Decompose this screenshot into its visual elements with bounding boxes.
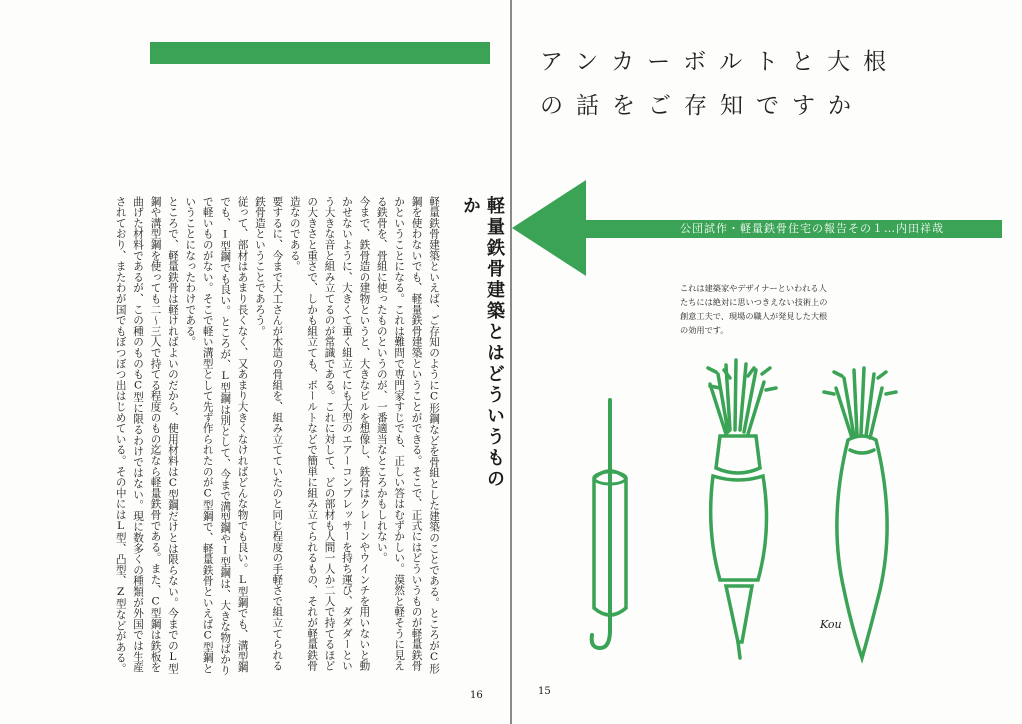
page-number-left: 16 — [470, 690, 483, 701]
body-paragraph: 軽量鉄骨建築といえば、ご存知のようにC形鋼などを骨組とした建築のことである。ところがC形鋼を使わないでも、軽量鉄骨建築ということができる。そこで、正式にはどういうものが軽量鉄骨かということになる。これは難問で専門家すじでも、正しい答はむずかしい。漠然と軽そうに見える鉄骨を、骨組に使ったものというのが、一番適当なところかもしれない。 — [375, 196, 440, 674]
main-title-line1: アンカーボルトと大根 — [540, 49, 900, 75]
body-paragraph: 従って、部材はあまり長くなく、又あまり大きくなければどんな物でも良い。L型鋼でも、溝型鋼でも、I型鋼でも良い。ところが、L型鋼は別として、今まで溝型鋼やI型鋼は、大きな物ばかりで軽いものがない。そこで軽い溝型として先ず作られたのがC型鋼で、軽量鉄骨といえばC型鋼ということになったわけである。 — [184, 196, 249, 676]
anchor-bolt-in-radish-icon — [592, 400, 626, 648]
body-paragraph: ところで、軽量鉄骨は軽ければよいのだから、使用材料はC型鋼だけとは限らない。今までのL型鋼や溝型鋼を使っても二〜三人で持てる程度のもの迄なら軽量鉄骨である。また、C型鋼は鉄板を曲げた材料であるが、この種のものもC型に限るわけではない。現に数多くの種類が外国では生産されており、またわが国でもぼつぼつ出はじめている。その中にはL型、凸型、Z型などがある。 — [114, 196, 179, 674]
body-paragraph: 今まで、鉄骨造の建物というと、大きなビルを想像し、鉄骨はクレーンやウインチを用いないと動かせないように、大きくて重く組立てにも大型のエアーコンプレッサーを持ち運び、ダダダーという大きな音と組み立てるのが常識である。これに対して、どの部材も人間一人か二人で持てるほどの大きさと重さで、しかも組立ても、ボールトなどで簡単に組み立てられるもの、それが軽量鉄骨造なのである。 — [288, 196, 371, 672]
radish-illustration — [580, 360, 910, 660]
main-title-line2: の話をご存知ですか — [540, 93, 864, 119]
radish-icon — [708, 360, 776, 658]
left-page — [0, 0, 510, 724]
radish-icon — [824, 368, 896, 658]
article-subtitle: 公団試作・軽量鉄骨住宅の報告その１…内田祥哉 — [680, 222, 944, 235]
lead-text: これは建築家やデザイナーといわれる人たちには絶対に思いつきえない技術上の創意工夫で、現場の職人が発見した大根の効用です。 — [680, 283, 828, 335]
page-number-right: 15 — [538, 686, 551, 697]
body-paragraph: 要するに、今まで大工さんが木造の骨組を、組み立てていたのと同じ程度の手軽さで組立てられる鉄骨造ということであろう。 — [253, 196, 284, 672]
artist-signature: Kou — [820, 618, 842, 631]
article-title: 軽量鉄骨建築とはどういうものか — [460, 196, 505, 490]
green-header-bar — [150, 42, 490, 64]
article-body — [114, 196, 442, 676]
main-title — [540, 40, 1000, 128]
